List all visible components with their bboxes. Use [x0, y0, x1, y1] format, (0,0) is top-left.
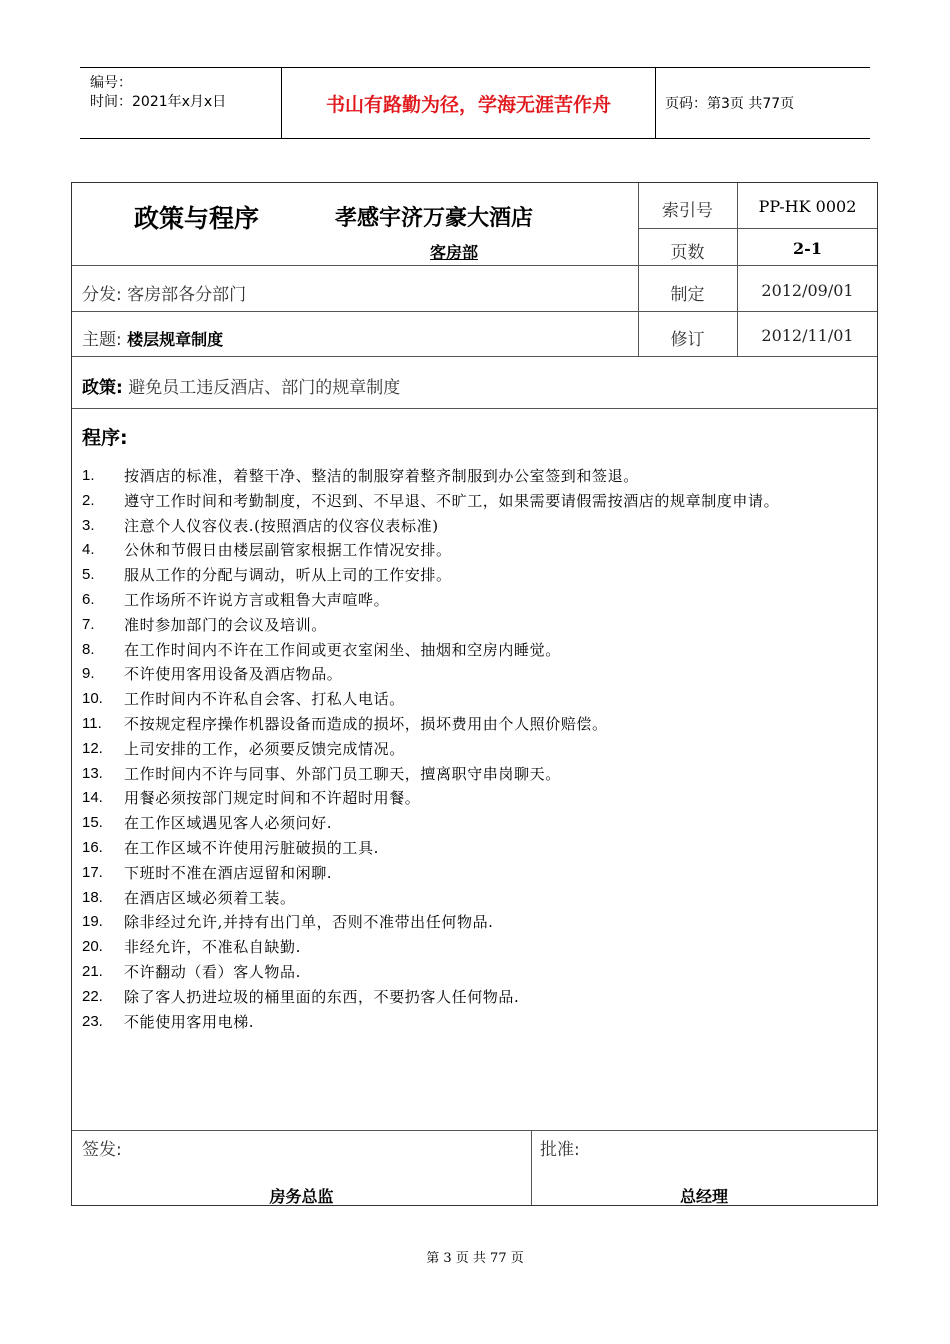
- procedure-number: 23.: [82, 1012, 103, 1030]
- procedure-text: 除了客人扔进垃圾的桶里面的东西，不要扔客人任何物品.: [124, 987, 520, 1006]
- subject: [82, 325, 223, 350]
- procedure-text: 不许使用客用设备及酒店物品。: [124, 665, 343, 684]
- page-info: 页码：第3页 共77页: [665, 96, 795, 112]
- subject-value: 楼层规章制度: [127, 330, 224, 349]
- procedure-text: 在酒店区域必须着工装。: [124, 888, 296, 907]
- number-label: 编号：: [90, 75, 132, 91]
- procedure-number: 16.: [82, 838, 103, 856]
- approver-title: 总经理: [679, 1187, 728, 1206]
- divider: [72, 408, 877, 409]
- procedure-item: [82, 737, 872, 762]
- procedure-text: 用餐必须按部门规定时间和不许超时用餐。: [124, 789, 421, 808]
- procedure-item: [82, 1010, 872, 1035]
- pages-value: 2-1: [793, 239, 822, 258]
- divider: [638, 228, 877, 229]
- revised-date: 2012/11/01: [761, 326, 854, 345]
- procedure-text: 注意个人仪容仪表.(按照酒店的仪容仪表标准): [124, 516, 439, 535]
- procedure-item: [82, 563, 872, 588]
- procedure-number: 18.: [82, 888, 103, 906]
- index-value: PP-HK 0002: [758, 197, 857, 216]
- procedure-item: [82, 811, 872, 836]
- made-label: 制定: [670, 285, 705, 305]
- procedure-text: 工作时间内不许与同事、外部门员工聊天，擅离职守串岗聊天。: [124, 764, 561, 783]
- procedure-number: 12.: [82, 739, 103, 757]
- time-label: 时间：2021年x月x日: [90, 94, 227, 110]
- divider: [72, 265, 877, 266]
- procedure-item: [82, 910, 872, 935]
- procedure-text: 不许翻动（看）客人物品.: [124, 962, 301, 981]
- procedure-text: 非经允许，不准私自缺勤.: [124, 938, 301, 957]
- policy: [82, 373, 400, 398]
- procedure-text: 工作时间内不许私自会客、打私人电话。: [124, 690, 405, 709]
- procedure-number: 14.: [82, 789, 103, 807]
- procedure-number: 17.: [82, 863, 103, 881]
- procedure-text: 准时参加部门的会议及培训。: [124, 615, 327, 634]
- department-name: 客房部: [430, 243, 479, 262]
- procedure-number: 8.: [82, 640, 95, 658]
- policy-form: [71, 182, 878, 1206]
- procedure-list: [82, 464, 872, 1034]
- index-label: 索引号: [662, 201, 713, 221]
- procedure-number: 1.: [82, 467, 95, 484]
- procedure-item: [82, 762, 872, 787]
- procedure-number: 5.: [82, 566, 95, 584]
- procedure-item: [82, 514, 872, 539]
- hotel-name: 孝感宇济万豪大酒店: [335, 206, 534, 231]
- divider: [72, 311, 877, 312]
- policy-label: 政策:: [82, 378, 123, 398]
- procedure-item: [82, 687, 872, 712]
- procedure-item: [82, 886, 872, 911]
- page-footer: 第 3 页 共 77 页: [426, 1251, 524, 1266]
- procedure-number: 3.: [82, 516, 95, 534]
- procedure-number: 21.: [82, 962, 103, 980]
- motto: 书山有路勤为径，学海无涯苦作舟: [281, 68, 656, 138]
- procedure-item: [82, 786, 872, 811]
- procedure-number: 2.: [82, 491, 95, 509]
- procedure-text: 公休和节假日由楼层副管家根据工作情况安排。: [124, 541, 452, 560]
- procedure-text: 除非经过允许,并持有出门单，否则不准带出任何物品.: [124, 913, 494, 932]
- page-header: [80, 67, 870, 139]
- procedure-item: [82, 960, 872, 985]
- procedure-text: 工作场所不许说方言或粗鲁大声喧哗。: [124, 590, 390, 609]
- procedure-item: [82, 464, 872, 489]
- procedure-number: 10.: [82, 690, 103, 708]
- procedure-number: 13.: [82, 764, 103, 782]
- procedure-item: [82, 935, 872, 960]
- procedure-text: 按酒店的标准，着整干净、整洁的制服穿着整齐制服到办公室签到和签退。: [124, 467, 639, 485]
- procedure-text: 在工作区域不许使用污脏破损的工具.: [124, 838, 379, 857]
- revised-label: 修订: [670, 330, 705, 350]
- procedure-number: 19.: [82, 913, 103, 931]
- approve-label: 批准:: [540, 1140, 580, 1160]
- subject-label: 主题:: [82, 330, 122, 350]
- procedure-text: 不按规定程序操作机器设备而造成的损坏，损坏费用由个人照价赔偿。: [124, 714, 608, 733]
- policy-text: 避免员工违反酒店、部门的规章制度: [128, 378, 401, 398]
- procedure-item: [82, 985, 872, 1010]
- procedure-text: 服从工作的分配与调动，听从上司的工作安排。: [124, 566, 452, 585]
- procedure-text: 遵守工作时间和考勤制度，不迟到、不早退、不旷工，如果需要请假需按酒店的规章制度申请。: [124, 491, 780, 510]
- procedure-number: 11.: [82, 714, 102, 732]
- procedure-label: 程序:: [82, 427, 128, 449]
- procedure-number: 6.: [82, 590, 95, 608]
- procedure-text: 上司安排的工作，必须要反馈完成情况。: [124, 739, 405, 758]
- procedure-item: [82, 662, 872, 687]
- procedure-number: 7.: [82, 615, 95, 633]
- procedure-item: [82, 588, 872, 613]
- divider: [72, 356, 877, 357]
- form-title: 政策与程序: [134, 204, 260, 233]
- procedure-item: [82, 538, 872, 563]
- procedure-text: 在工作时间内不许在工作间或更衣室闲坐、抽烟和空房内睡觉。: [124, 640, 561, 659]
- procedure-number: 15.: [82, 814, 103, 832]
- procedure-item: [82, 861, 872, 886]
- distribution: 分发: 客房部各分部门: [82, 285, 247, 305]
- procedure-item: [82, 489, 872, 514]
- procedure-item: [82, 836, 872, 861]
- pages-label: 页数: [670, 243, 705, 263]
- procedure-text: 在工作区域遇见客人必须问好.: [124, 814, 333, 833]
- procedure-number: 20.: [82, 938, 103, 956]
- made-date: 2012/09/01: [761, 281, 854, 300]
- procedure-text: 不能使用客用电梯.: [124, 1012, 255, 1031]
- procedure-item: [82, 638, 872, 663]
- header-meta: [80, 68, 280, 138]
- procedure-number: 22.: [82, 987, 103, 1005]
- issuer-title: 房务总监: [269, 1187, 334, 1206]
- divider: [72, 1130, 877, 1131]
- procedure-item: [82, 712, 872, 737]
- issue-label: 签发:: [82, 1140, 122, 1160]
- procedure-number: 9.: [82, 665, 95, 683]
- procedure-text: 下班时不准在酒店逗留和闲聊.: [124, 863, 333, 882]
- procedure-number: 4.: [82, 541, 95, 559]
- procedure-item: [82, 613, 872, 638]
